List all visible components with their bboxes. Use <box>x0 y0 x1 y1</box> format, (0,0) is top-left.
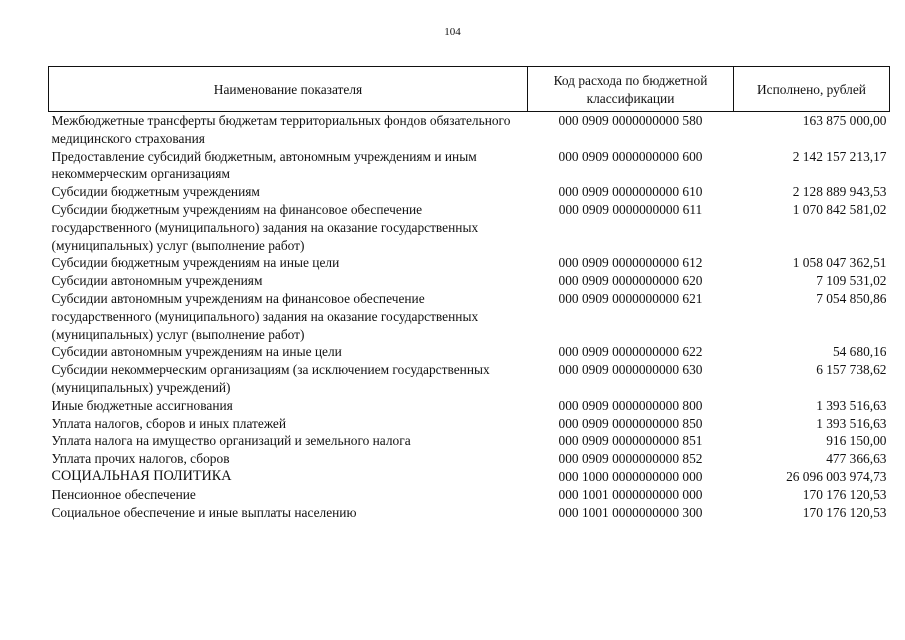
row-code: 000 1000 0000000000 000 <box>558 468 703 484</box>
header-budget-code: Код расхода по бюджетной классификации <box>528 67 734 112</box>
row-code: 000 1001 0000000000 300 <box>558 504 703 520</box>
table-row <box>49 254 890 272</box>
table-row <box>49 397 890 415</box>
row-name: Субсидии автономным учреждениям на иные цели <box>51 344 342 360</box>
row-executed: 2 128 889 943,53 <box>792 184 887 200</box>
row-name: СОЦИАЛЬНАЯ ПОЛИТИКА <box>51 467 232 484</box>
table-row <box>49 112 890 148</box>
row-name: Межбюджетные трансферты бюджетам территориальных фондов обязательного медицинского страхования <box>51 113 511 146</box>
row-name: Субсидии автономным учреждениям на финансовое обеспечение государственного (муниципального) задания на оказание государственных (муниципальных) услуг (выполнение работ) <box>51 290 479 342</box>
section-row-social-policy <box>49 468 890 486</box>
row-executed: 26 096 003 974,73 <box>786 468 887 484</box>
row-name: Субсидии некоммерческим организациям (за исключением государственных (муниципальных) учреждений) <box>51 362 490 395</box>
row-name: Уплата прочих налогов, сборов <box>51 451 230 467</box>
budget-execution-table <box>48 66 890 521</box>
row-code: 000 0909 0000000000 852 <box>558 451 703 467</box>
row-name: Субсидии бюджетным учреждениям на иные цели <box>51 255 340 271</box>
table-row <box>49 361 890 397</box>
row-code: 000 0909 0000000000 580 <box>558 113 703 128</box>
row-name: Уплата налога на имущество организаций и земельного налога <box>51 433 411 449</box>
table-row <box>49 290 890 343</box>
row-executed: 2 142 157 213,17 <box>792 148 887 164</box>
row-executed: 170 176 120,53 <box>802 504 887 520</box>
table-row <box>49 201 890 254</box>
table-row <box>49 504 890 522</box>
row-code: 000 0909 0000000000 621 <box>558 290 703 306</box>
table-row <box>49 343 890 361</box>
header-executed-amount: Исполнено, рублей <box>734 67 890 112</box>
row-code: 000 0909 0000000000 850 <box>558 415 703 431</box>
row-executed: 54 680,16 <box>832 344 887 360</box>
table-row <box>49 272 890 290</box>
row-name: Уплата налогов, сборов и иных платежей <box>51 415 287 431</box>
row-code: 000 1001 0000000000 000 <box>558 486 703 502</box>
table-row <box>49 486 890 504</box>
row-name: Субсидии бюджетным учреждениям <box>51 184 260 200</box>
table-header-row <box>49 67 890 112</box>
row-name: Иные бюджетные ассигнования <box>51 397 233 413</box>
row-executed: 1 393 516,63 <box>816 415 887 431</box>
row-executed: 7 109 531,02 <box>816 273 887 289</box>
row-code: 000 0909 0000000000 630 <box>558 362 703 378</box>
table-row <box>49 450 890 468</box>
row-executed: 477 366,63 <box>826 451 887 467</box>
row-executed: 916 150,00 <box>826 433 887 449</box>
table-body <box>49 112 890 522</box>
page-number: 104 <box>444 26 461 38</box>
row-code: 000 0909 0000000000 611 <box>558 201 703 217</box>
row-code: 000 0909 0000000000 800 <box>558 397 703 413</box>
row-name: Пенсионное обеспечение <box>51 486 196 502</box>
row-code: 000 0909 0000000000 612 <box>558 255 703 271</box>
header-indicator-name: Наименование показателя <box>49 67 528 112</box>
table-row <box>49 148 890 184</box>
row-executed: 163 875 000,00 <box>802 113 887 128</box>
row-code: 000 0909 0000000000 620 <box>558 273 703 289</box>
row-executed: 6 157 738,62 <box>816 362 887 378</box>
row-executed: 1 070 842 581,02 <box>792 201 887 217</box>
row-executed: 1 058 047 362,51 <box>792 255 887 271</box>
row-executed: 1 393 516,63 <box>816 397 887 413</box>
row-code: 000 0909 0000000000 622 <box>558 344 703 360</box>
row-name: Субсидии автономным учреждениям <box>51 273 263 289</box>
row-code: 000 0909 0000000000 600 <box>558 148 703 164</box>
table-row <box>49 415 890 433</box>
row-code: 000 0909 0000000000 610 <box>558 184 703 200</box>
row-executed: 170 176 120,53 <box>802 486 887 502</box>
row-name: Субсидии бюджетным учреждениям на финансовое обеспечение государственного (муниципального) задания на оказание государственных (муниципальных) услуг (выполнение работ) <box>51 201 479 253</box>
table-row <box>49 183 890 201</box>
row-executed: 7 054 850,86 <box>816 290 887 306</box>
row-code: 000 0909 0000000000 851 <box>558 433 703 449</box>
table-row <box>49 432 890 450</box>
row-name: Социальное обеспечение и иные выплаты населению <box>51 504 357 520</box>
row-name: Предоставление субсидий бюджетным, автономным учреждениям и иным некоммерческим организациям <box>51 148 477 182</box>
